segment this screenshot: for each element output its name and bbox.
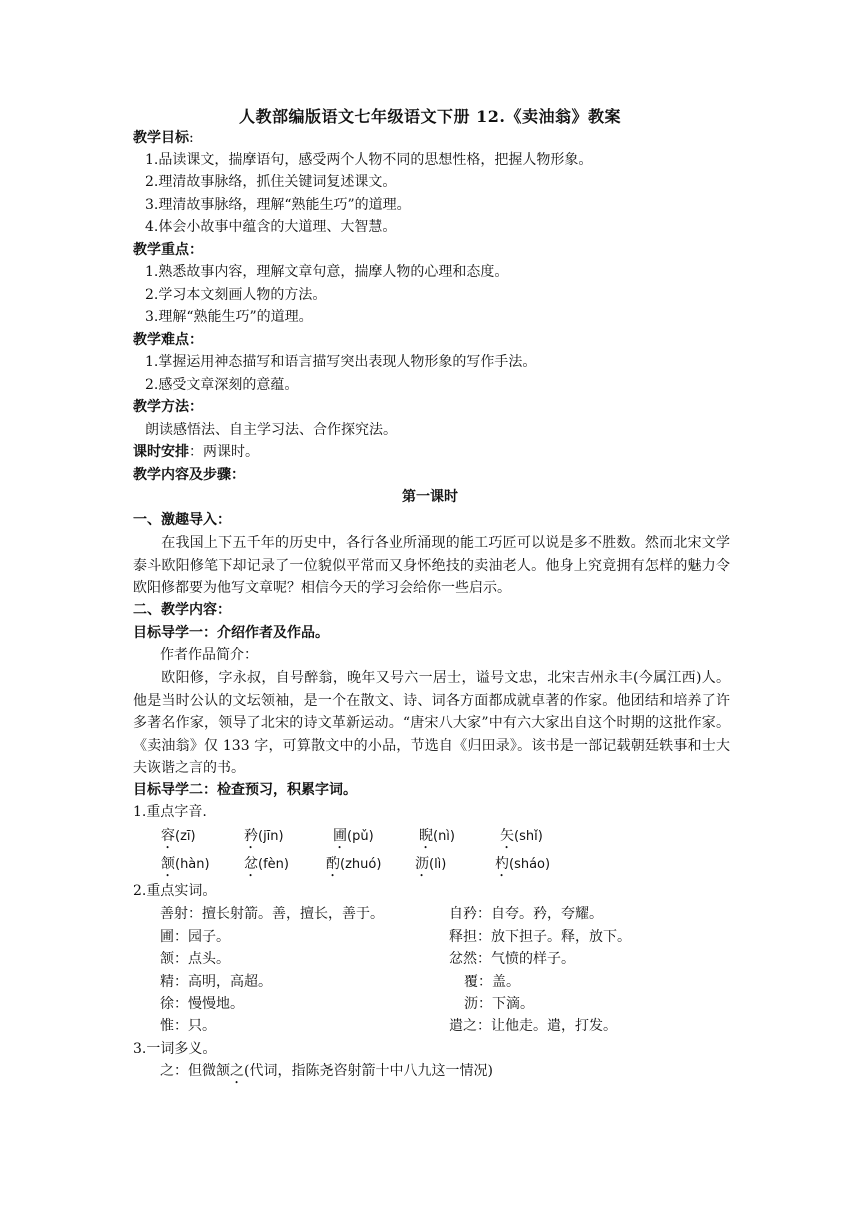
goals-item: 2.理清故事脉络，抓住关键词复述课文。: [145, 174, 397, 190]
methods-heading: 教学方法：: [133, 399, 203, 415]
word-entry: 覆：盖。: [464, 974, 520, 990]
word-entry: 沥：下滴。: [464, 996, 534, 1012]
polysemy-heading: 3.一词多义。: [133, 1041, 217, 1057]
pron-pinyin: (fèn): [258, 857, 289, 872]
pron-pinyin: (pǔ): [347, 829, 374, 844]
pron-pinyin: (lì): [429, 857, 447, 872]
keypoints-item: 1.熟悉故事内容，理解文章句意，揣摩人物的心理和态度。: [145, 264, 509, 280]
schedule-heading: 课时安排: [133, 444, 189, 460]
pron-char: 忿: [244, 856, 258, 872]
pron-pinyin: (zhuó): [340, 857, 382, 872]
intro-paragraph: [133, 532, 730, 600]
pron-pinyin: (sháo): [509, 857, 551, 872]
schedule-line: [133, 442, 259, 462]
pron-char: 容: [161, 828, 175, 844]
polysemy-prefix: 之：但微颔: [160, 1063, 230, 1079]
pron-item: [161, 854, 210, 880]
word-entry: 徐：慢慢地。: [160, 996, 244, 1012]
keypoints-heading: 教学重点：: [133, 242, 203, 258]
page-title: 人教部编版语文七年级语文下册 12.《卖油翁》教案: [239, 107, 621, 126]
polysemy-suffix: (代词，指陈尧咨射箭十中八九这一情况): [244, 1063, 493, 1079]
pron-char: 酌: [326, 856, 340, 872]
word-entry: 善射：擅长射箭。善，擅长，善于。: [160, 906, 384, 922]
pron-item: [333, 826, 374, 852]
author-text: 欧阳修，字永叔，自号醉翁，晚年又号六一居士，谥号文忠，北宋吉州永丰(今属江西)人。他是当时公认的文坛领袖，是一个在散文、诗、词各方面都成就卓著的作家。他团结和培养了许多著名作家，领导了北宋的诗文革新运动。“唐宋八大家”中有六大家出自这个时期的这批作家。《卖油翁》仅 133 字，可算散文中的小品，节选自《归田录》。该书是一部记载朝廷轶事和士大夫诙谐之言的书。: [133, 670, 730, 776]
guide1-heading: 目标导学一：介绍作者及作品。: [133, 625, 329, 641]
word-entry: 释担：放下担子。释，放下。: [449, 929, 631, 945]
pron-heading: 1.重点字音.: [133, 804, 207, 820]
pron-pinyin: (shǐ): [514, 829, 543, 844]
pron-pinyin: (nì): [433, 829, 455, 844]
schedule-text: ：两课时。: [189, 444, 259, 460]
pron-char: 矜: [244, 828, 258, 844]
guide1-sub: 作者作品简介：: [160, 647, 258, 663]
steps-heading: 教学内容及步骤：: [133, 467, 245, 483]
intro-heading: 一、激趣导入：: [133, 512, 231, 528]
words-heading: 2.重点实词。: [133, 883, 217, 899]
word-entry: 忿然：气愤的样子。: [449, 951, 575, 967]
lesson-title: 第一课时: [402, 489, 458, 505]
pron-item: [326, 854, 381, 880]
pron-char: 颔: [161, 856, 175, 872]
word-entry: 自矜：自夸。矜，夸耀。: [449, 906, 603, 922]
polysemy-entry: [160, 1061, 493, 1087]
difficulties-item: 2.感受文章深刻的意蕴。: [145, 377, 299, 393]
pron-char: 矢: [500, 828, 514, 844]
goals-heading-line: [133, 128, 194, 148]
keypoints-item: 3.理解“熟能生巧”的道理。: [145, 309, 313, 325]
pron-item: [244, 826, 284, 852]
difficulties-heading: 教学难点：: [133, 332, 203, 348]
pron-pinyin: (hàn): [175, 857, 210, 872]
word-entry: 圃：园子。: [160, 929, 230, 945]
goals-colon: :: [189, 130, 194, 146]
pron-char: 杓: [495, 856, 509, 872]
author-paragraph: [133, 667, 730, 780]
pron-char: 沥: [415, 856, 429, 872]
pron-char: 圃: [333, 828, 347, 844]
pron-char: 睨: [419, 828, 433, 844]
word-entry: 遣之：让他走。遣，打发。: [449, 1018, 617, 1034]
methods-text: 朗读感悟法、自主学习法、合作探究法。: [145, 422, 397, 438]
pron-item: [419, 826, 455, 852]
pron-pinyin: (jīn): [258, 829, 284, 844]
word-entry: 颔：点头。: [160, 951, 230, 967]
goals-item: 1.品读课文，揣摩语句，感受两个人物不同的思想性格，把握人物形象。: [145, 152, 593, 168]
pron-item: [500, 826, 543, 852]
goals-heading: 教学目标: [133, 130, 189, 146]
guide2-heading: 目标导学二：检查预习，积累字词。: [133, 782, 357, 798]
polysemy-char: 之: [230, 1063, 244, 1079]
goals-item: 3.理清故事脉络，理解“熟能生巧”的道理。: [145, 197, 411, 213]
pron-pinyin: (zī): [175, 829, 196, 844]
pron-item: [495, 854, 550, 880]
content-heading: 二、教学内容：: [133, 602, 231, 618]
intro-text: 在我国上下五千年的历史中，各行各业所涌现的能工巧匠可以说是多不胜数。然而北宋文学泰斗欧阳修笔下却记录了一位貌似平常而又身怀绝技的卖油老人。他身上究竟拥有怎样的魅力令欧阳修都要为他写文章呢？相信今天的学习会给你一些启示。: [133, 535, 730, 596]
pron-item: [244, 854, 289, 880]
goals-item: 4.体会小故事中蕴含的大道理、大智慧。: [145, 219, 397, 235]
keypoints-item: 2.学习本文刻画人物的方法。: [145, 287, 327, 303]
pron-item: [415, 854, 446, 880]
difficulties-item: 1.掌握运用神态描写和语言描写突出表现人物形象的写作手法。: [145, 354, 537, 370]
word-entry: 精：高明，高超。: [160, 974, 272, 990]
word-entry: 惟：只。: [160, 1018, 216, 1034]
pron-item: [161, 826, 196, 852]
